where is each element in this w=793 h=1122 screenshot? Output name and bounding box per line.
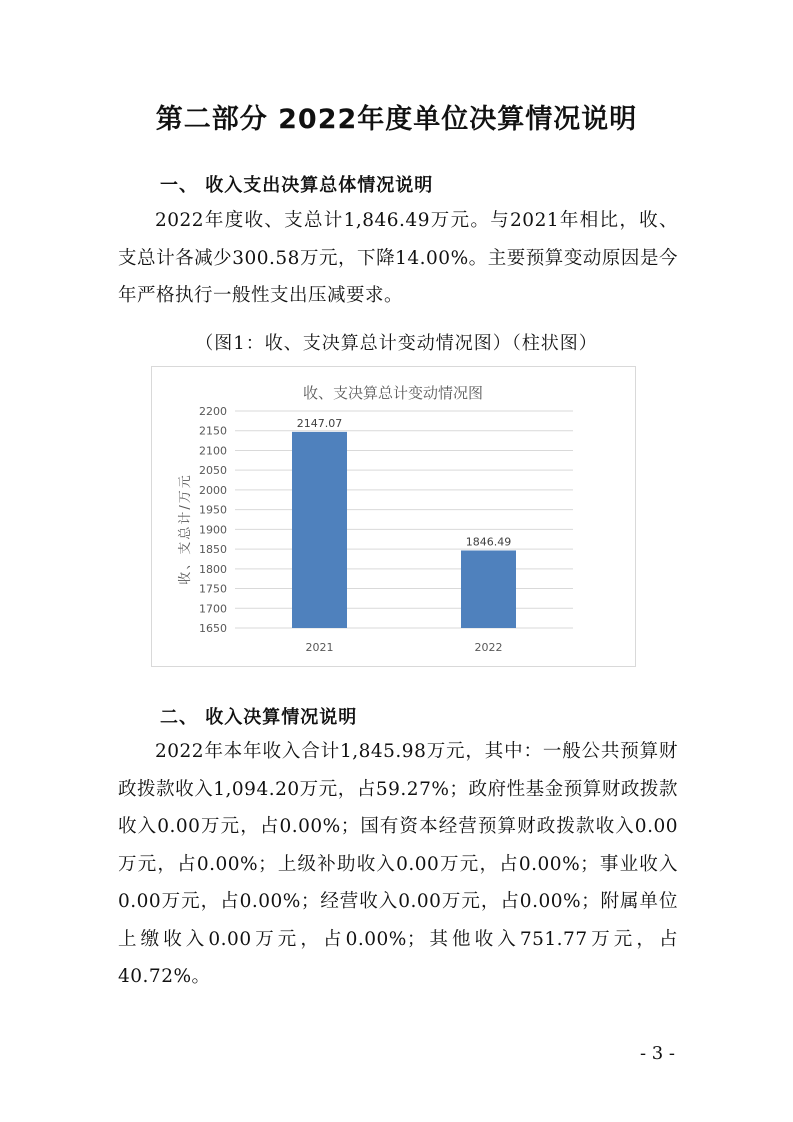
income-paragraph: 2022年本年收入合计1,845.98万元，其中：一般公共预算财政拨款收入1,094.20万元，占59.27%；政府性基金预算财政拨款收入0.00万元，占0.00%；国有资本经营预算财政拨款收入0.00万元，占0.00%；上级补助收入0.00万元，占0.00%；事业收入0.00万元，占0.00%；经营收入0.00万元，占0.00%；附属单位上缴收入0.00万元，占0.00%；其他收入751.77万元，占40.72%。 [118,741,678,987]
chart-y-tick-label: 2100 [199,444,227,458]
chart-title: 收、支决算总计变动情况图 [302,384,484,402]
chart-y-tick-label: 1750 [199,582,227,596]
chart-bar-2021 [292,432,347,628]
chart-y-tick-label: 2050 [199,464,227,478]
chart-bars [292,432,516,628]
chart-y-tick-label: 1900 [199,523,227,537]
chart-y-ticks [199,405,227,635]
overview-paragraph: 2022年度收、支总计1,846.49万元。与2021年相比，收、支总计各减少300.58万元，下降14.00%。主要预算变动原因是今年严格执行一般性支出压减要求。 [118,210,678,306]
chart-x-tick-label: 2021 [305,641,334,654]
page-title: 第二部分 2022年度单位决算情况说明 [155,104,638,135]
chart-y-tick-label: 2200 [199,405,227,418]
chart-value-label-2021: 2147.07 [296,416,343,430]
chart-value-label-2022: 1846.49 [465,535,512,549]
chart-gridlines [235,411,573,628]
chart-container [151,366,636,667]
chart-y-tick-label: 2000 [199,483,227,497]
chart-x-ticks [306,641,503,654]
chart-y-tick-label: 1850 [199,543,227,557]
section-heading-income: 二、 收入决算情况说明 [160,707,358,728]
figure-caption: （图1：收、支决算总计变动情况图）（柱状图） [195,333,598,354]
chart-y-tick-label: 1950 [199,503,227,517]
chart-y-tick-label: 2150 [199,424,227,438]
chart-x-tick-label: 2022 [474,641,503,654]
section-heading-overview: 一、 收入支出决算总体情况说明 [160,175,434,196]
chart-bar-2022 [461,550,516,628]
chart-y-tick-label: 1800 [199,562,227,576]
chart-y-tick-label: 1650 [199,622,227,635]
bar-chart [152,367,635,666]
page-number: - 3 - [639,1043,675,1064]
chart-y-tick-label: 1700 [199,602,227,616]
chart-y-axis-label: 收、支总计/万元 [178,473,193,585]
